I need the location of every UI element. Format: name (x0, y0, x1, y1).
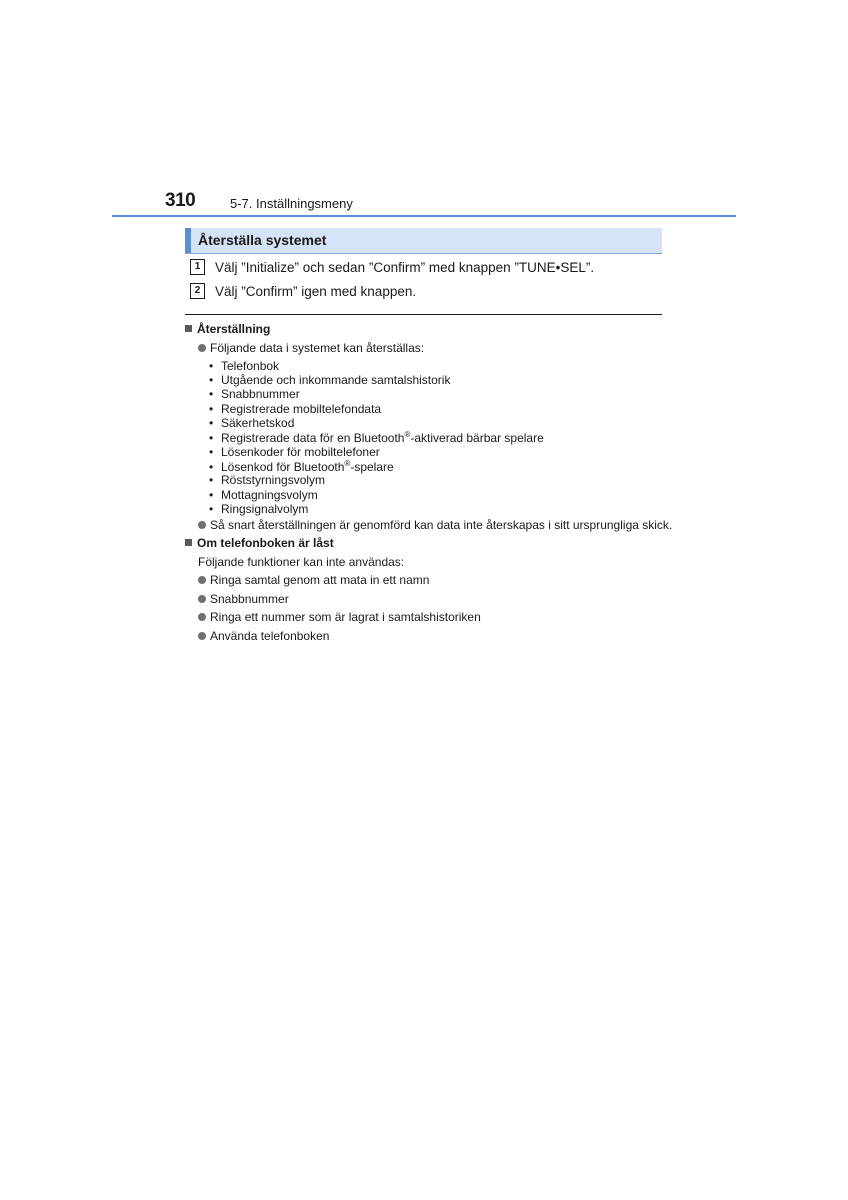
locked-item-text: Använda telefonboken (210, 629, 330, 643)
step-text-1: Välj ”Initialize” och sedan ”Confirm” med knappen ”TUNE•SEL”. (215, 259, 595, 275)
page-number: 310 (165, 190, 196, 211)
step-1 (190, 259, 594, 275)
header-rule (112, 215, 736, 217)
locked-heading (185, 536, 334, 550)
section-title: Återställa systemet (198, 232, 327, 248)
list-item: • Lösenkoder för mobiltelefoner (209, 445, 380, 459)
locked-item (198, 629, 329, 643)
section-title-bar (185, 228, 191, 253)
list-item-suffix: -aktiverad bärbar spelare (410, 431, 544, 445)
circle-bullet-icon (198, 632, 206, 640)
list-item: • Röststyrningsvolym (209, 473, 326, 487)
list-item: • Ringsignalvolym (209, 502, 309, 516)
step-number-1: 1 (190, 259, 205, 275)
list-item-text: Lösenkoder för mobiltelefoner (221, 445, 380, 459)
square-bullet-icon (185, 325, 192, 332)
registered-mark: ® (344, 459, 351, 468)
list-item-suffix: -spelare (350, 460, 394, 474)
circle-bullet-icon (198, 613, 206, 621)
registered-mark: ® (404, 430, 411, 439)
list-item: • Säkerhetskod (209, 416, 295, 430)
reset-outro-text: Så snart återställningen är genomförd kan data inte återskapas i sitt ursprungliga skick. (210, 518, 673, 532)
list-item: • Utgående och inkommande samtalshistorik (209, 373, 451, 387)
section-reference: 5-7. Inställningsmeny (230, 196, 353, 211)
circle-bullet-icon (198, 344, 206, 352)
list-item-text: Snabbnummer (221, 387, 300, 401)
locked-item-text: Snabbnummer (210, 592, 289, 606)
list-item-text: Röststyrningsvolym (221, 473, 326, 487)
list-item: • Telefonbok (209, 359, 280, 373)
list-item-text: Lösenkod för Bluetooth (221, 460, 345, 474)
locked-intro: Följande funktioner kan inte användas: (198, 555, 405, 569)
locked-item (198, 592, 289, 606)
list-item-text: Utgående och inkommande samtalshistorik (221, 373, 451, 387)
reset-outro (198, 518, 672, 532)
list-item: • Registrerade mobiltelefondata (209, 402, 382, 416)
list-item-text: Mottagningsvolym (221, 488, 318, 502)
list-item: • Registrerade data för en Bluetooth®-aktiverad bärbar spelare (209, 430, 544, 445)
reset-heading (185, 322, 270, 336)
list-item: • Snabbnummer (209, 387, 300, 401)
list-item-text: Telefonbok (221, 359, 280, 373)
step-text-2: Välj ”Confirm” igen med knappen. (215, 283, 417, 299)
section-title-box (185, 228, 662, 254)
list-item-text: Säkerhetskod (221, 416, 295, 430)
locked-item-text: Ringa ett nummer som är lagrat i samtalshistoriken (210, 610, 481, 624)
list-item-text: Registrerade data för en Bluetooth (221, 431, 405, 445)
locked-item-text: Ringa samtal genom att mata in ett namn (210, 573, 430, 587)
circle-bullet-icon (198, 595, 206, 603)
square-bullet-icon (185, 539, 192, 546)
locked-heading-text: Om telefonboken är låst (197, 536, 334, 550)
circle-bullet-icon (198, 576, 206, 584)
circle-bullet-icon (198, 521, 206, 529)
locked-item (198, 573, 429, 587)
reset-intro (198, 341, 424, 355)
step-number-2: 2 (190, 283, 205, 299)
divider (185, 314, 662, 315)
list-item: • Mottagningsvolym (209, 488, 318, 502)
locked-item (198, 610, 481, 624)
reset-heading-text: Återställning (197, 322, 271, 336)
list-item-text: Ringsignalvolym (221, 502, 309, 516)
reset-intro-text: Följande data i systemet kan återställas: (210, 341, 425, 355)
step-2 (190, 283, 416, 299)
list-item: • Lösenkod för Bluetooth®-spelare (209, 459, 394, 474)
list-item-text: Registrerade mobiltelefondata (221, 402, 382, 416)
